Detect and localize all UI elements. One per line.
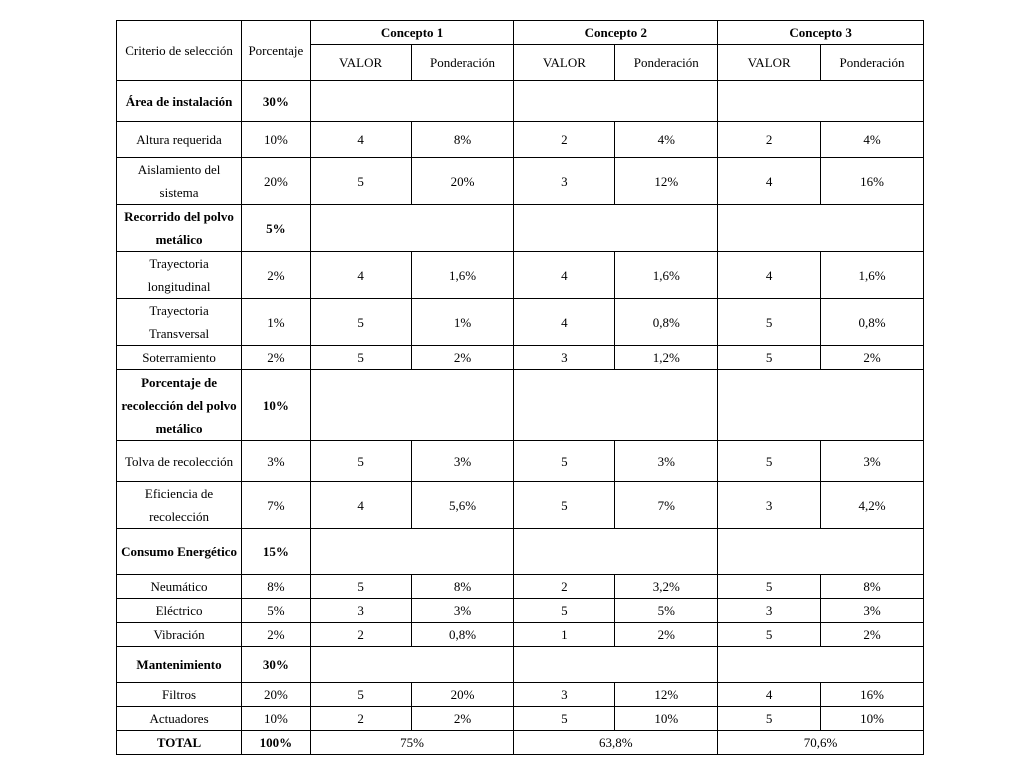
header-ponderacion: Ponderación [821, 45, 924, 81]
concept-3-value: 4 [718, 158, 821, 205]
empty-cell [310, 529, 514, 575]
table-row [117, 575, 924, 599]
empty-cell [514, 647, 718, 683]
concept-2-value: 3 [514, 158, 615, 205]
criterion-percentage: 10% [242, 122, 311, 158]
concept-2-value: 5 [514, 707, 615, 731]
concept-2-weight: 10% [615, 707, 718, 731]
header-porcentaje: Porcentaje [242, 21, 311, 81]
total-percentage: 100% [242, 731, 311, 755]
criterion-percentage: 1% [242, 299, 311, 346]
concept-1-weight: 20% [411, 683, 514, 707]
concept-3-weight: 10% [821, 707, 924, 731]
empty-cell [718, 529, 924, 575]
selection-criteria-table [116, 20, 924, 755]
concept-1-weight: 0,8% [411, 623, 514, 647]
concept-1-value: 5 [310, 683, 411, 707]
concept-3-value: 3 [718, 599, 821, 623]
concept-1-weight: 8% [411, 122, 514, 158]
concept-1-weight: 3% [411, 441, 514, 482]
group-percentage: 10% [242, 370, 311, 441]
concept-2-weight: 1,2% [615, 346, 718, 370]
table-row [117, 346, 924, 370]
concept-2-weight: 12% [615, 158, 718, 205]
criterion-percentage: 20% [242, 158, 311, 205]
concept-2-weight: 12% [615, 683, 718, 707]
concept-3-value: 4 [718, 252, 821, 299]
concept-1-value: 5 [310, 299, 411, 346]
table-row [117, 122, 924, 158]
header-concepto-2: Concepto 2 [514, 21, 718, 45]
criterion-percentage: 2% [242, 252, 311, 299]
concept-2-value: 2 [514, 575, 615, 599]
group-row [117, 81, 924, 122]
empty-cell [310, 647, 514, 683]
group-percentage: 5% [242, 205, 311, 252]
criterion-name: Eficiencia de recolección [117, 482, 242, 529]
table-row [117, 299, 924, 346]
empty-cell [310, 370, 514, 441]
concept-2-weight: 2% [615, 623, 718, 647]
criterion-name: Soterramiento [117, 346, 242, 370]
header-ponderacion: Ponderación [411, 45, 514, 81]
concept-3-value: 5 [718, 299, 821, 346]
empty-cell [310, 81, 514, 122]
criterion-name: Aislamiento del sistema [117, 158, 242, 205]
total-label: TOTAL [117, 731, 242, 755]
concept-3-weight: 16% [821, 158, 924, 205]
concept-1-weight: 8% [411, 575, 514, 599]
criterion-percentage: 2% [242, 623, 311, 647]
concept-1-weight: 2% [411, 346, 514, 370]
concept-2-weight: 4% [615, 122, 718, 158]
group-name: Porcentaje de recolección del polvo metálico [117, 370, 242, 441]
concept-3-value: 4 [718, 683, 821, 707]
concept-3-weight: 3% [821, 441, 924, 482]
criterion-name: Filtros [117, 683, 242, 707]
concept-1-value: 5 [310, 441, 411, 482]
header-criterio: Criterio de selección [117, 21, 242, 81]
header-ponderacion: Ponderación [615, 45, 718, 81]
group-name: Consumo Energético [117, 529, 242, 575]
concept-2-value: 4 [514, 252, 615, 299]
concept-1-weight: 3% [411, 599, 514, 623]
group-name: Recorrido del polvo metálico [117, 205, 242, 252]
concept-2-weight: 7% [615, 482, 718, 529]
concept-1-value: 2 [310, 707, 411, 731]
concept-1-value: 5 [310, 158, 411, 205]
criterion-name: Altura requerida [117, 122, 242, 158]
header-row-top [117, 21, 924, 45]
concept-1-value: 2 [310, 623, 411, 647]
empty-cell [718, 370, 924, 441]
group-row [117, 205, 924, 252]
concept-3-value: 5 [718, 707, 821, 731]
total-concept-3: 70,6% [718, 731, 924, 755]
criterion-percentage: 8% [242, 575, 311, 599]
concept-2-value: 5 [514, 482, 615, 529]
concept-3-weight: 2% [821, 346, 924, 370]
concept-3-value: 5 [718, 623, 821, 647]
empty-cell [514, 205, 718, 252]
concept-2-weight: 0,8% [615, 299, 718, 346]
concept-2-value: 3 [514, 683, 615, 707]
criterion-name: Trayectoria Transversal [117, 299, 242, 346]
concept-2-value: 5 [514, 599, 615, 623]
group-name: Área de instalación [117, 81, 242, 122]
criterion-name: Tolva de recolección [117, 441, 242, 482]
empty-cell [514, 370, 718, 441]
concept-3-value: 3 [718, 482, 821, 529]
concept-3-weight: 4% [821, 122, 924, 158]
concept-1-value: 4 [310, 252, 411, 299]
criterion-name: Neumático [117, 575, 242, 599]
group-row [117, 370, 924, 441]
concept-2-weight: 3,2% [615, 575, 718, 599]
concept-3-value: 5 [718, 346, 821, 370]
concept-1-value: 4 [310, 482, 411, 529]
concept-3-weight: 0,8% [821, 299, 924, 346]
concept-1-weight: 1% [411, 299, 514, 346]
criterion-percentage: 7% [242, 482, 311, 529]
header-valor: VALOR [514, 45, 615, 81]
empty-cell [514, 529, 718, 575]
concept-1-weight: 20% [411, 158, 514, 205]
table-row [117, 441, 924, 482]
concept-1-weight: 5,6% [411, 482, 514, 529]
group-percentage: 15% [242, 529, 311, 575]
table-row [117, 252, 924, 299]
total-row [117, 731, 924, 755]
group-percentage: 30% [242, 81, 311, 122]
header-concepto-1: Concepto 1 [310, 21, 514, 45]
concept-3-weight: 4,2% [821, 482, 924, 529]
criterion-percentage: 3% [242, 441, 311, 482]
concept-3-weight: 16% [821, 683, 924, 707]
concept-3-weight: 1,6% [821, 252, 924, 299]
concept-1-weight: 2% [411, 707, 514, 731]
concept-1-value: 5 [310, 346, 411, 370]
group-row [117, 647, 924, 683]
concept-3-weight: 2% [821, 623, 924, 647]
concept-2-value: 4 [514, 299, 615, 346]
total-concept-2: 63,8% [514, 731, 718, 755]
concept-2-weight: 3% [615, 441, 718, 482]
criterion-name: Eléctrico [117, 599, 242, 623]
empty-cell [310, 205, 514, 252]
concept-3-value: 2 [718, 122, 821, 158]
concept-2-value: 5 [514, 441, 615, 482]
total-concept-1: 75% [310, 731, 514, 755]
group-percentage: 30% [242, 647, 311, 683]
concept-1-value: 5 [310, 575, 411, 599]
empty-cell [718, 205, 924, 252]
table-row [117, 707, 924, 731]
criterion-name: Actuadores [117, 707, 242, 731]
criterion-percentage: 2% [242, 346, 311, 370]
empty-cell [718, 81, 924, 122]
criterion-percentage: 10% [242, 707, 311, 731]
concept-2-value: 3 [514, 346, 615, 370]
criterion-percentage: 5% [242, 599, 311, 623]
concept-2-value: 1 [514, 623, 615, 647]
concept-3-value: 5 [718, 575, 821, 599]
concept-3-value: 5 [718, 441, 821, 482]
criterion-percentage: 20% [242, 683, 311, 707]
table-row [117, 482, 924, 529]
criterion-name: Vibración [117, 623, 242, 647]
concept-1-value: 4 [310, 122, 411, 158]
concept-1-weight: 1,6% [411, 252, 514, 299]
concept-2-weight: 1,6% [615, 252, 718, 299]
table-row [117, 599, 924, 623]
concept-1-value: 3 [310, 599, 411, 623]
group-row [117, 529, 924, 575]
concept-3-weight: 8% [821, 575, 924, 599]
empty-cell [718, 647, 924, 683]
concept-3-weight: 3% [821, 599, 924, 623]
concept-2-weight: 5% [615, 599, 718, 623]
table-row [117, 683, 924, 707]
table-row [117, 158, 924, 205]
table-row [117, 623, 924, 647]
concept-2-value: 2 [514, 122, 615, 158]
empty-cell [514, 81, 718, 122]
header-valor: VALOR [718, 45, 821, 81]
header-valor: VALOR [310, 45, 411, 81]
criterion-name: Trayectoria longitudinal [117, 252, 242, 299]
group-name: Mantenimiento [117, 647, 242, 683]
header-concepto-3: Concepto 3 [718, 21, 924, 45]
